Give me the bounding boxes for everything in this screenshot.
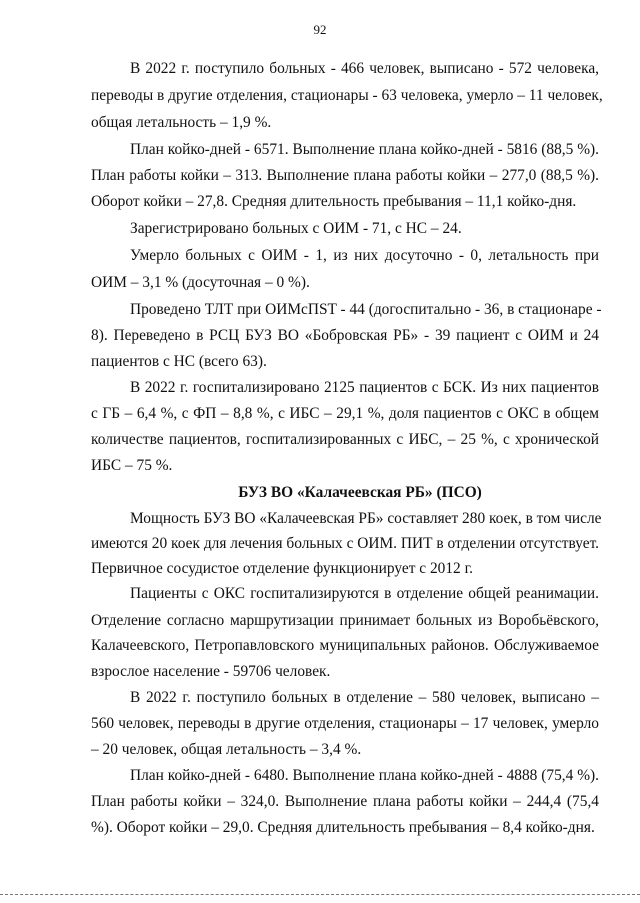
section-heading: БУЗ ВО «Калачеевская РБ» (ПСО) <box>238 484 482 501</box>
text-line: План койко-дней - 6571. Выполнение плана койко-дней - 5816 (88,5 %). <box>130 141 599 158</box>
text-line: – 20 человек, общая летальность – 3,4 %. <box>91 741 362 758</box>
text-line: количестве пациентов, госпитализированных с ИБС, – 25 %, с хронической <box>91 431 599 448</box>
text-line: В 2022 г. госпитализировано 2125 пациентов с БСК. Из них пациентов <box>130 379 599 396</box>
text-line: Отделение согласно маршрутизации принимает больных из Воробьёвского, <box>91 612 599 629</box>
text-line: %). Оборот койки – 29,0. Средняя длительность пребывания – 8,4 койко-дня. <box>91 819 595 836</box>
text-line: Зарегистрировано больных с ОИМ - 71, с НС – 24. <box>130 220 462 237</box>
text-line: имеются 20 коек для лечения больных с ОИМ. ПИТ в отделении отсутствует. <box>91 535 599 552</box>
text-line: с ГБ – 6,4 %, с ФП – 8,8 %, с ИБС – 29,1 %, доля пациентов с ОКС в общем <box>91 405 599 422</box>
text-line: Мощность БУЗ ВО «Калачеевская РБ» составляет 280 коек, в том числе <box>130 510 602 527</box>
text-line: Оборот койки – 27,8. Средняя длительность пребывания – 11,1 койко-дня. <box>91 193 577 210</box>
text-line: План койко-дней - 6480. Выполнение плана койко-дней - 4888 (75,4 %). <box>130 767 599 784</box>
text-line: пациентов с НС (всего 63). <box>91 353 267 370</box>
text-line: В 2022 г. поступило больных - 466 человек, выписано - 572 человека, <box>130 60 599 77</box>
text-line: Умерло больных с ОИМ - 1, из них досуточно - 0, летальность при <box>130 247 599 264</box>
page-number: 92 <box>313 22 327 37</box>
text-line: Калачеевского, Петропавловского муниципальных районов. Обслуживаемое <box>91 637 599 654</box>
text-line: 560 человек, переводы в другие отделения, стационары – 17 человек, умерло <box>91 715 599 732</box>
text-line: План работы койки – 324,0. Выполнение плана работы койки – 244,4 (75,4 <box>91 793 599 810</box>
page-bottom-rule <box>0 894 640 895</box>
text-line: Пациенты с ОКС госпитализируются в отделение общей реанимации. <box>130 585 599 602</box>
text-line: Первичное сосудистое отделение функционирует с 2012 г. <box>91 560 474 577</box>
text-line: общая летальность – 1,9 %. <box>91 114 272 131</box>
text-line: переводы в другие отделения, стационары - 63 человека, умерло – 11 человек, <box>91 87 603 104</box>
text-line: взрослое население - 59706 человек. <box>91 663 331 680</box>
text-line: В 2022 г. поступило больных в отделение – 580 человек, выписано – <box>130 689 599 706</box>
text-line: ОИМ – 3,1 % (досуточная – 0 %). <box>91 274 310 291</box>
text-line: Проведено ТЛТ при ОИМсПST - 44 (догоспитально - 36, в стационаре - <box>130 301 602 318</box>
text-line: 8). Переведено в РСЦ БУЗ ВО «Бобровская РБ» - 39 пациент с ОИМ и 24 <box>91 327 599 344</box>
text-line: План работы койки – 313. Выполнение плана работы койки – 277,0 (88,5 %). <box>91 167 599 184</box>
text-line: ИБС – 75 %. <box>91 457 173 474</box>
